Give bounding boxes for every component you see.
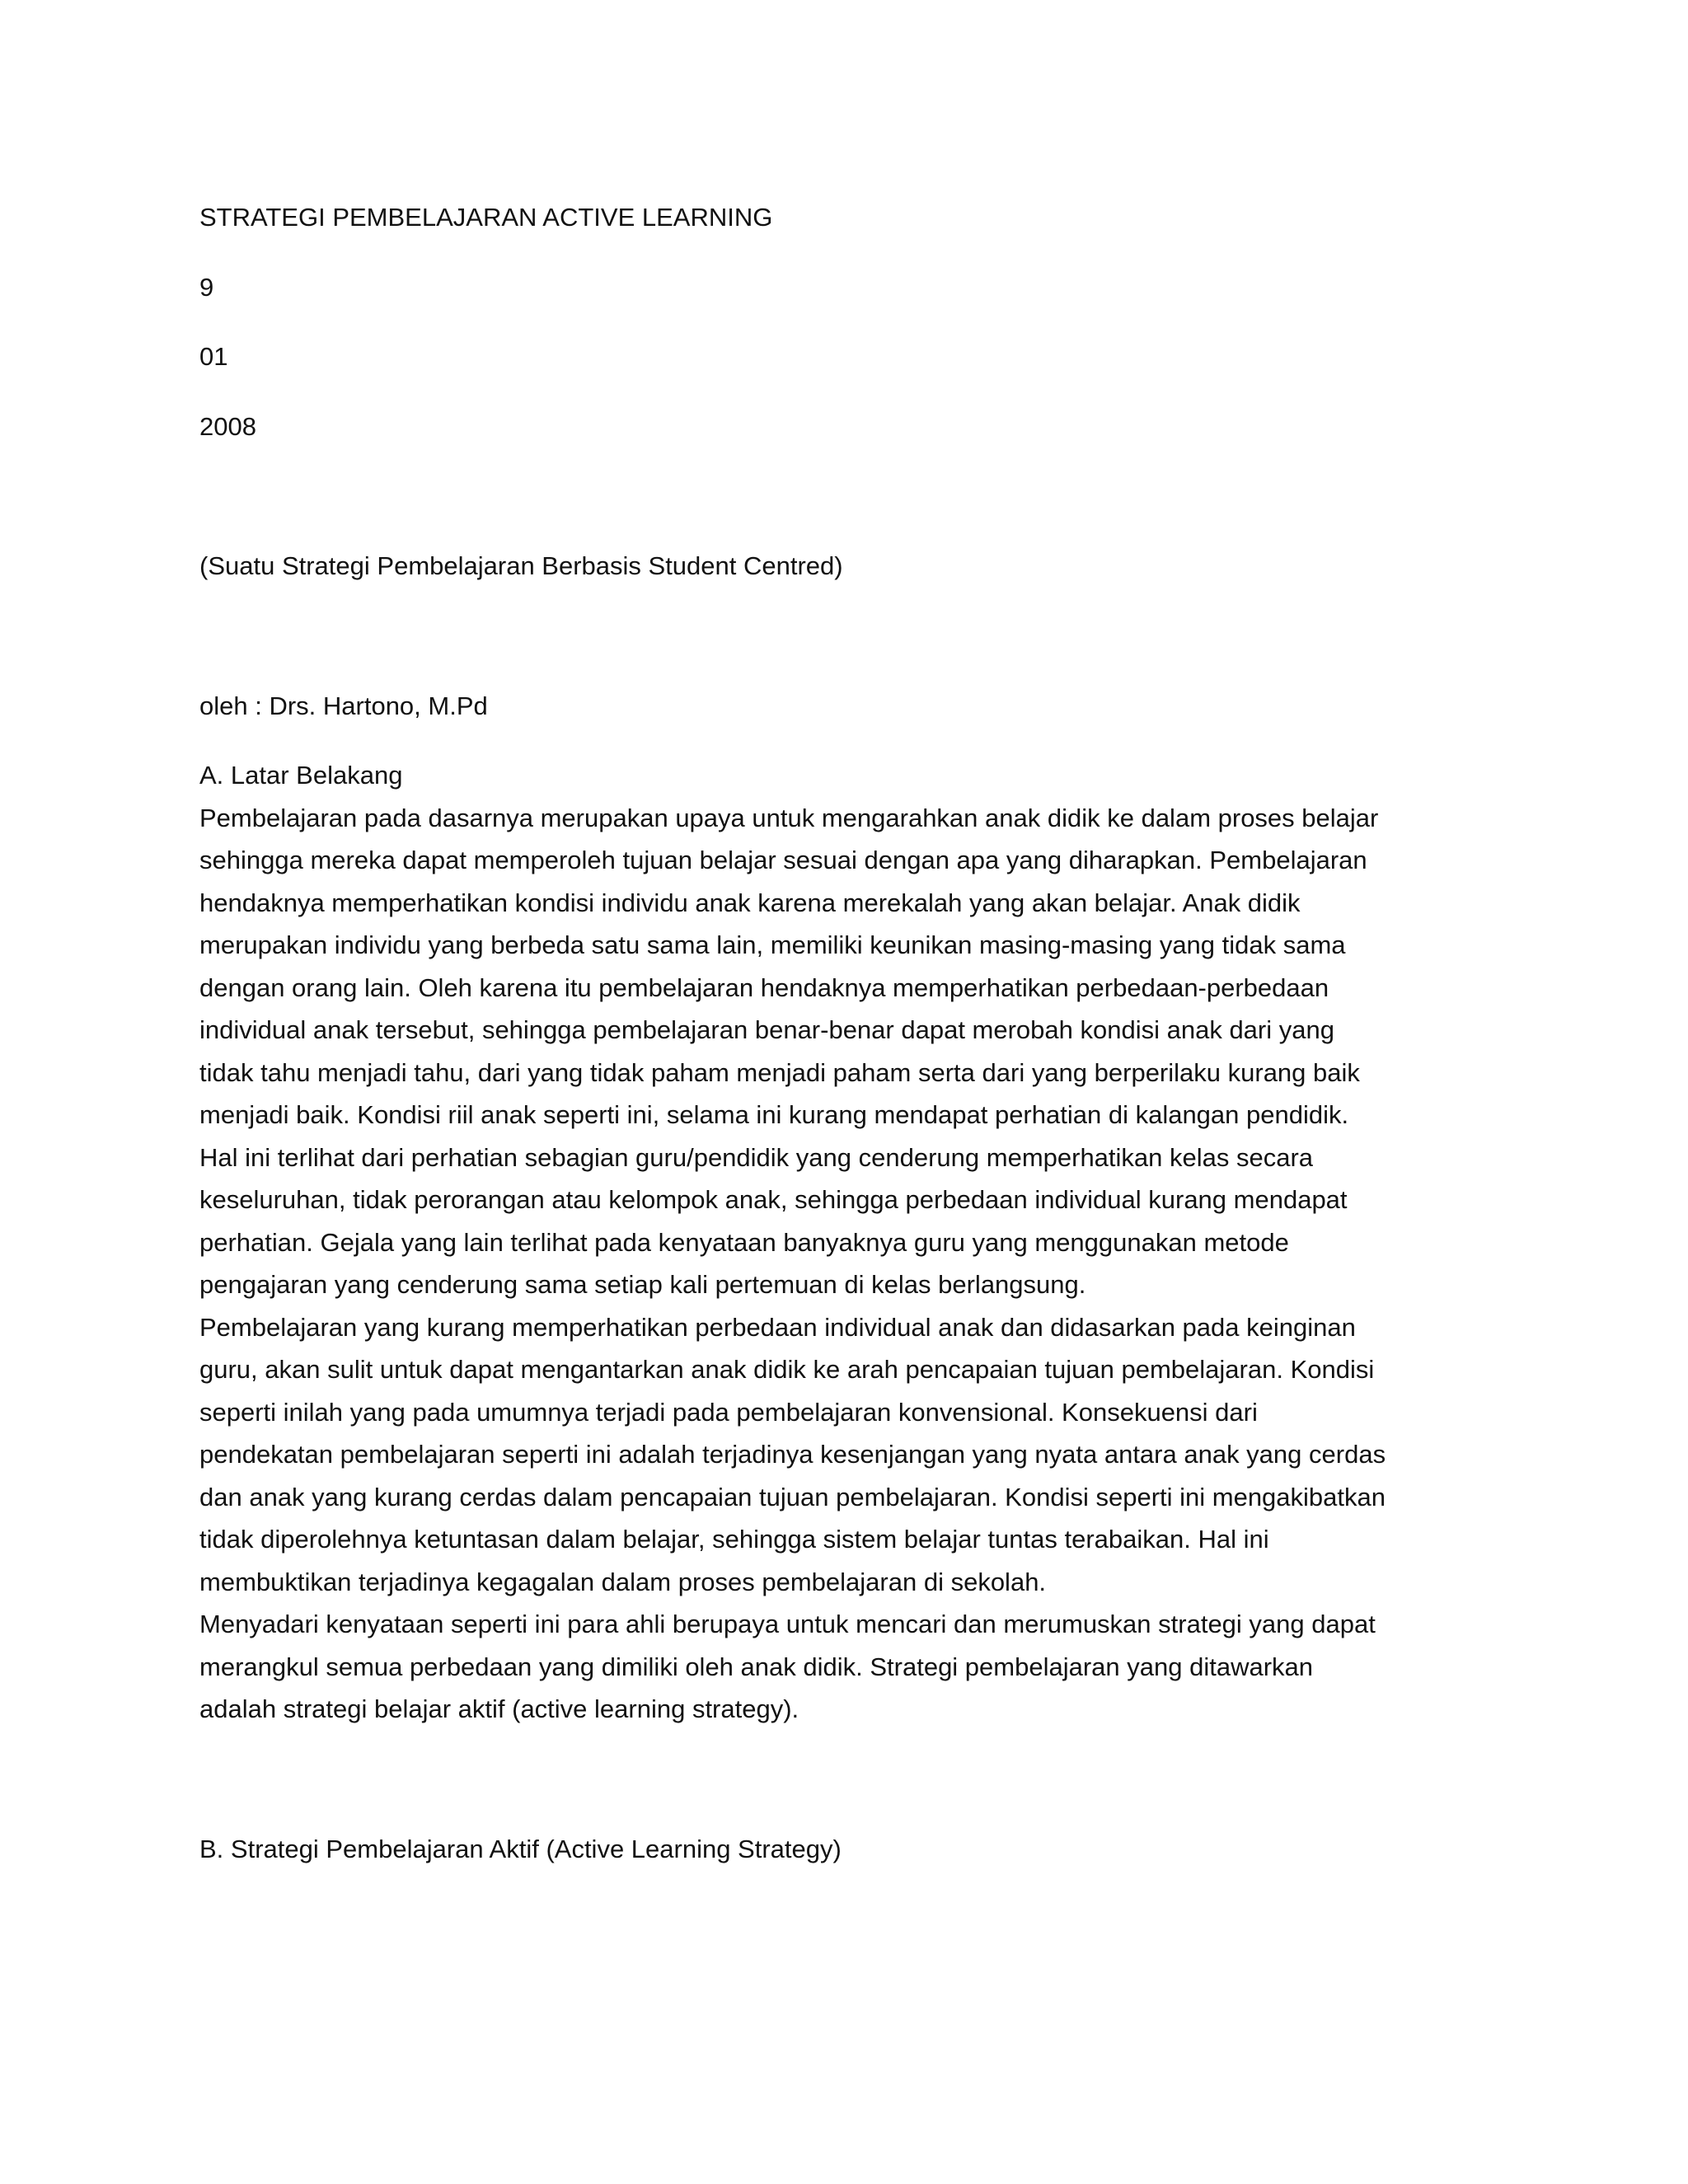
document-page — [199, 196, 1502, 1870]
paragraph-line: membuktikan terjadinya kegagalan dalam proses pembelajaran di sekolah. — [199, 1567, 1047, 1596]
date-day: 9 — [199, 272, 214, 302]
document-subtitle: (Suatu Strategi Pembelajaran Berbasis Student Centred) — [199, 551, 843, 580]
paragraph-line: perhatian. Gejala yang lain terlihat pada kenyataan banyaknya guru yang menggunakan metode — [199, 1227, 1289, 1257]
paragraph-1 — [199, 797, 1502, 1306]
paragraph-line: hendaknya memperhatikan kondisi individu anak karena merekalah yang akan belajar. Anak didik — [199, 888, 1301, 917]
date-year: 2008 — [199, 411, 256, 441]
paragraph-2 — [199, 1306, 1502, 1604]
section-b-heading: B. Strategi Pembelajaran Aktif (Active Learning Strategy) — [199, 1834, 842, 1863]
paragraph-line: dengan orang lain. Oleh karena itu pembelajaran hendaknya memperhatikan perbedaan-perbedaan — [199, 972, 1329, 1002]
paragraph-line: dan anak yang kurang cerdas dalam pencapaian tujuan pembelajaran. Kondisi seperti ini mengakibatkan — [199, 1482, 1386, 1511]
paragraph-line: sehingga mereka dapat memperoleh tujuan belajar sesuai dengan apa yang diharapkan. Pembelajaran — [199, 846, 1367, 874]
document-title: STRATEGI PEMBELAJARAN ACTIVE LEARNING — [199, 203, 773, 232]
paragraph-line: individual anak tersebut, sehingga pembelajaran benar-benar dapat merobah kondisi anak dari yang — [199, 1015, 1334, 1044]
paragraph-line: Menyadari kenyataan seperti ini para ahli berupaya untuk mencari dan merumuskan strategi yang dapat — [199, 1610, 1376, 1638]
paragraph-line: pendekatan pembelajaran seperti ini adalah terjadinya kesenjangan yang nyata antara anak yang cerdas — [199, 1440, 1386, 1469]
paragraph-line: menjadi baik. Kondisi riil anak seperti ini, selama ini kurang mendapat perhatian di kalangan pendidik. — [199, 1100, 1349, 1129]
paragraph-line: seperti inilah yang pada umumnya terjadi pada pembelajaran konvensional. Konsekuensi dari — [199, 1397, 1258, 1427]
section-a-heading: A. Latar Belakang — [199, 761, 403, 790]
paragraph-line: Pembelajaran pada dasarnya merupakan upaya untuk mengarahkan anak didik ke dalam proses belajar — [199, 803, 1379, 832]
date-month: 01 — [199, 342, 228, 371]
paragraph-line: pengajaran yang cenderung sama setiap kali pertemuan di kelas berlangsung. — [199, 1270, 1086, 1299]
paragraph-line: Hal ini terlihat dari perhatian sebagian guru/pendidik yang cenderung memperhatikan kelas secara — [199, 1142, 1314, 1172]
paragraph-line: tidak diperolehnya ketuntasan dalam belajar, sehingga sistem belajar tuntas terabaikan. Hal ini — [199, 1525, 1269, 1554]
paragraph-line: guru, akan sulit untuk dapat mengantarkan anak didik ke arah pencapaian tujuan pembelajaran. Kondisi — [199, 1355, 1375, 1384]
paragraph-line: merangkul semua perbedaan yang dimiliki oleh anak didik. Strategi pembelajaran yang ditawarkan — [199, 1652, 1314, 1681]
paragraph-line: merupakan individu yang berbeda satu sama lain, memiliki keunikan masing-masing yang tidak sama — [199, 930, 1346, 959]
paragraph-line: keseluruhan, tidak perorangan atau kelompok anak, sehingga perbedaan individual kurang mendapat — [199, 1185, 1348, 1214]
paragraph-line: Pembelajaran yang kurang memperhatikan perbedaan individual anak dan didasarkan pada keinginan — [199, 1312, 1356, 1342]
paragraph-3 — [199, 1603, 1502, 1731]
paragraph-line: tidak tahu menjadi tahu, dari yang tidak paham menjadi paham serta dari yang berperilaku kurang baik — [199, 1057, 1360, 1087]
paragraph-line: adalah strategi belajar aktif (active learning strategy). — [199, 1694, 799, 1723]
document-author: oleh : Drs. Hartono, M.Pd — [199, 691, 488, 720]
